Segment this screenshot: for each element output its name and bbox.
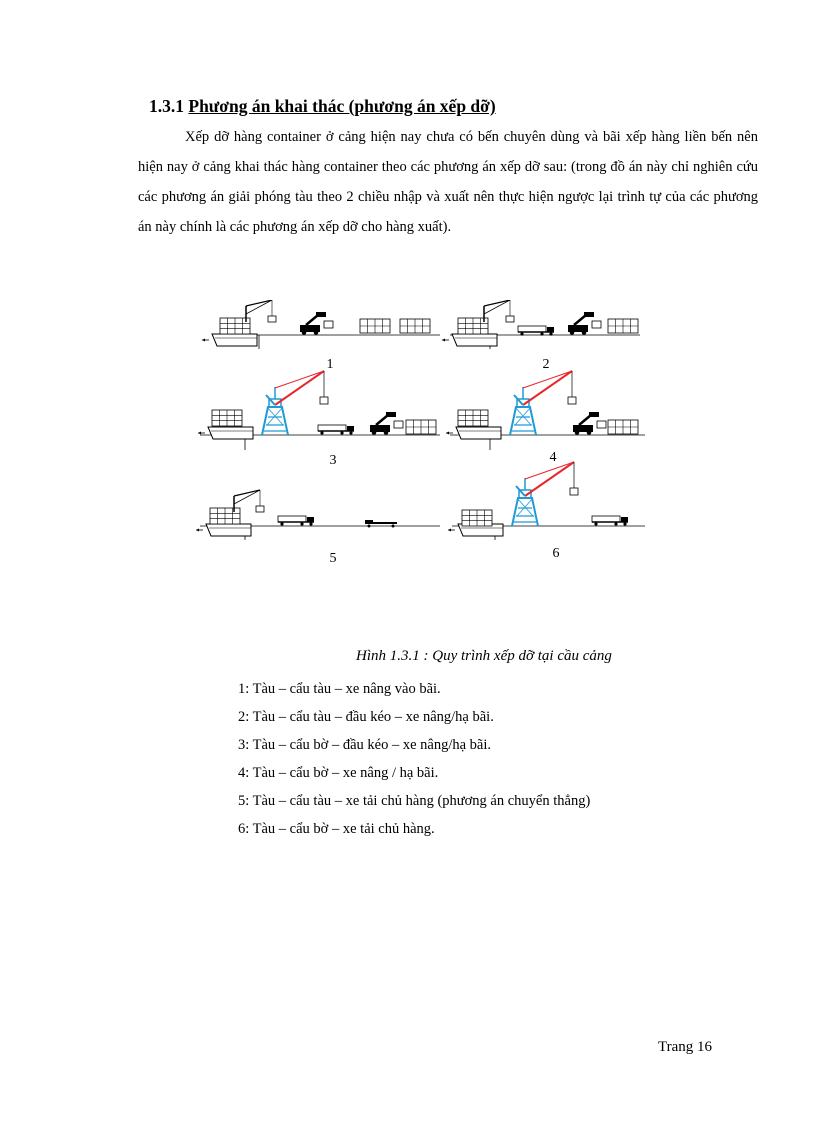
figure-panel-3 xyxy=(198,371,440,468)
paragraph-text: Xếp dỡ hàng container ở cảng hiện nay chưa có bến chuyên dùng và bãi xếp hàng liền bến nên hiện nay ở cảng khai thác hàng container theo các phương án xếp dỡ sau: (trong đồ án này chỉ nghiên cứu các phương án giải phóng tàu theo 2 chiều nhập và xuất nên thực hiện ngược lại trình tự của các phương án này chính là các phương án xếp dỡ cho hàng xuất). xyxy=(138,129,758,235)
figure-panel-6 xyxy=(448,462,645,561)
panel-label-3: 3 xyxy=(329,453,337,468)
legend-item-6: 6: Tàu – cẩu bờ – xe tải chủ hàng. xyxy=(238,821,435,837)
legend-list xyxy=(238,675,590,843)
figure-panel-5 xyxy=(196,490,440,566)
panel-label-4: 4 xyxy=(549,450,557,465)
legend-item-2: 2: Tàu – cẩu tàu – đầu kéo – xe nâng/hạ bãi. xyxy=(238,709,494,725)
figure-caption: Hình 1.3.1 : Quy trình xếp dỡ tại cầu cảng xyxy=(356,648,612,664)
panel-label-1: 1 xyxy=(326,357,334,372)
body-paragraph xyxy=(138,122,758,242)
loading-process-figure xyxy=(190,300,650,570)
figure-panel-1 xyxy=(202,300,440,372)
figure-panel-4 xyxy=(446,371,645,465)
legend-item-3: 3: Tàu – cẩu bờ – đầu kéo – xe nâng/hạ bãi. xyxy=(238,737,492,753)
panel-label-5: 5 xyxy=(329,551,337,566)
panel-label-6: 6 xyxy=(552,546,560,561)
legend-item-4: 4: Tàu – cẩu bờ – xe nâng / hạ bãi. xyxy=(238,765,439,781)
section-heading xyxy=(149,96,496,117)
figure-panel-2 xyxy=(442,300,640,372)
legend-item-5: 5: Tàu – cẩu tàu – xe tải chủ hàng (phương án chuyển thẳng) xyxy=(238,793,591,809)
page-number: Trang 16 xyxy=(658,1039,713,1055)
panel-label-2: 2 xyxy=(542,357,550,372)
section-number: 1.3.1 xyxy=(149,96,184,116)
section-title: Phương án khai thác (phương án xếp dỡ) xyxy=(188,96,496,116)
legend-item-1: 1: Tàu – cẩu tàu – xe nâng vào bãi. xyxy=(238,681,441,697)
